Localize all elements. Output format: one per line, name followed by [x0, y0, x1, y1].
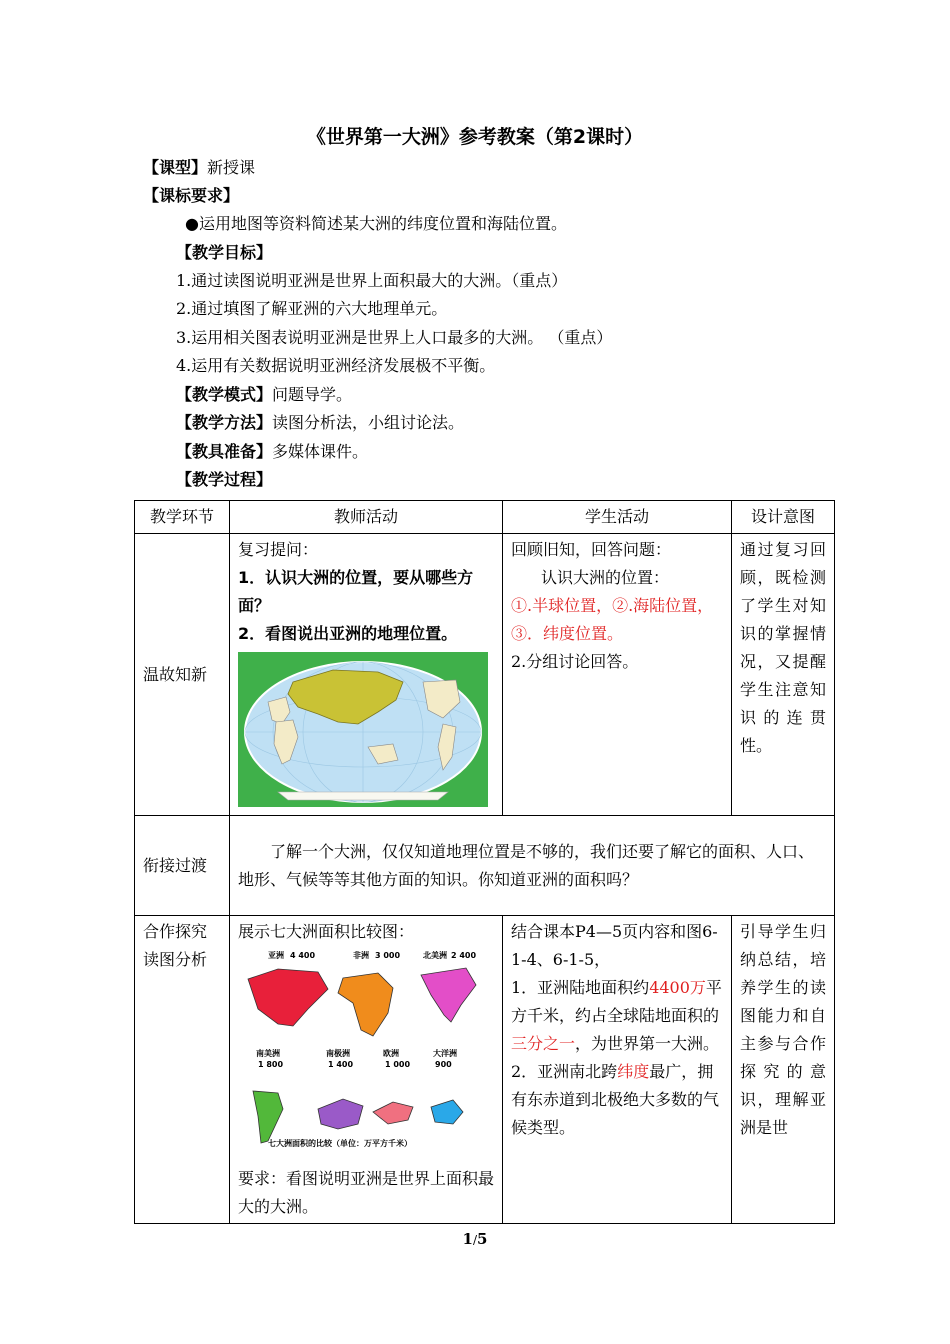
continent-shape	[431, 1100, 463, 1124]
student-highlight: 4400万	[649, 978, 706, 997]
stage-cell: 衔接过渡	[135, 816, 230, 916]
student-text: 2．亚洲南北跨	[511, 1062, 618, 1081]
student-answer: ①.半球位置，②.海陆位置，	[511, 596, 714, 615]
course-type-label: 【课型】	[143, 158, 208, 177]
student-text: 1．亚洲陆地面积约	[511, 978, 650, 997]
process-table	[134, 500, 835, 1224]
table-row	[135, 816, 835, 916]
header-intent: 设计意图	[732, 501, 835, 534]
goals-label: 【教学目标】	[176, 243, 273, 262]
continent-item	[318, 1048, 363, 1129]
teacher-question-2: 2．看图说出亚洲的地理位置。	[238, 624, 458, 643]
table-row	[135, 534, 835, 816]
teacher-intro: 展示七大洲面积比较图：	[238, 922, 415, 941]
process-label: 【教学过程】	[176, 470, 273, 489]
continent-item	[373, 1048, 413, 1124]
transition-text: 了解一个大洲，仅仅知道地理位置是不够的，我们还要了解它的面积、人口、地形、气候等等其他方面的知识。你知道亚洲的面积吗？	[230, 816, 835, 916]
continent-item	[421, 950, 476, 1022]
continent-item	[431, 1048, 463, 1124]
continent-shape	[421, 968, 476, 1022]
mode-label: 【教学模式】	[176, 385, 273, 404]
student-text: 最广，拥有东赤道到北极绝大多数的气候类型。	[511, 1062, 720, 1137]
continent-shape	[318, 1099, 363, 1129]
page-number	[0, 1230, 950, 1248]
table-header-row	[135, 501, 835, 534]
continent-name-label: 非洲	[353, 951, 369, 960]
mode-value: 问题导学。	[272, 385, 353, 404]
teaching-mode	[176, 385, 352, 405]
standard-text: ●运用地图等资料简述某大洲的纬度位置和海陆位置。	[185, 214, 567, 233]
continent-shape	[253, 1091, 283, 1143]
continent-area-label: 2 400	[451, 951, 477, 960]
goal-item: 3.运用相关图表说明亚洲是世界上人口最多的大洲。 （重点）	[176, 328, 613, 347]
student-intro: 回顾旧知，回答问题：	[511, 540, 672, 559]
continent-name-label: 欧洲	[383, 1049, 399, 1058]
student-line: 2.分组讨论回答。	[511, 652, 639, 671]
student-cell	[503, 916, 732, 1224]
standard-label: 【课标要求】	[143, 186, 240, 205]
student-point-2	[511, 1058, 723, 1142]
header-stage: 教学环节	[135, 501, 230, 534]
goal-item: 1.通过读图说明亚洲是世界上面积最大的大洲。（重点）	[176, 271, 568, 290]
student-highlight: 三分之一	[511, 1034, 576, 1053]
course-type-value: 新授课	[207, 158, 256, 177]
stage-cell: 合作探究读图分析	[135, 916, 230, 1224]
continent-area-label: 900	[435, 1060, 452, 1069]
method-label: 【教学方法】	[176, 413, 273, 432]
continent-area-label: 1 400	[328, 1060, 354, 1069]
continent-name-label: 北美洲	[423, 951, 447, 960]
continent-name-label: 南极洲	[326, 1049, 350, 1058]
intent-cell: 引导学生归纳总结，培养学生的读图能力和自主参与合作探究的意识，理解亚洲是世	[732, 916, 835, 1224]
page-total: 5	[477, 1230, 488, 1248]
teacher-question-1: 1．认识大洲的位置，要从哪些方面？	[238, 568, 474, 615]
continent-name-label: 大洋洲	[433, 1049, 457, 1058]
teaching-method	[176, 413, 464, 433]
continent-item	[338, 950, 400, 1036]
intent-cell: 通过复习回顾，既检测了学生对知识的掌握情况，又提醒学生注意知识的连贯性。	[732, 534, 835, 816]
continent-area-label: 1 000	[385, 1060, 411, 1069]
student-highlight: 纬度	[617, 1062, 650, 1081]
continent-area-label: 1 800	[258, 1060, 284, 1069]
continent-name-label: 亚洲	[268, 951, 284, 960]
teacher-requirement: 要求：看图说明亚洲是世界上面积最大的大洲。	[238, 1169, 495, 1216]
student-point-1	[511, 974, 723, 1058]
teacher-cell	[230, 916, 503, 1224]
world-map-image	[238, 652, 488, 807]
course-type	[143, 158, 255, 178]
student-intro: 结合课本P4—5页内容和图6-1-4、6-1-5，	[511, 922, 718, 969]
goal-item: 4.运用有关数据说明亚洲经济发展极不平衡。	[176, 356, 496, 375]
continent-shape	[338, 973, 393, 1036]
tools-label: 【教具准备】	[176, 442, 273, 461]
continent-shape	[248, 969, 328, 1026]
continent-item	[253, 1048, 283, 1143]
teacher-cell	[230, 534, 503, 816]
student-cell	[503, 534, 732, 816]
continent-shape	[373, 1102, 413, 1124]
continent-caption: 七大洲面积的比较（单位：万平方千米）	[268, 1139, 412, 1148]
method-value: 读图分析法，小组讨论法。	[272, 413, 465, 432]
goal-item: 2.通过填图了解亚洲的六大地理单元。	[176, 299, 448, 318]
table-row	[135, 916, 835, 1224]
stage-cell: 温故知新	[135, 534, 230, 816]
continent-area-chart	[238, 946, 493, 1156]
continent-name-label: 南美洲	[256, 1049, 280, 1058]
header-teacher: 教师活动	[230, 501, 503, 534]
page-title: 《世界第一大洲》参考教案（第2课时）	[306, 126, 644, 148]
student-answer: ③．纬度位置。	[511, 624, 624, 643]
student-text: ，为世界第一大洲。	[575, 1034, 720, 1053]
page-current: 1	[462, 1230, 473, 1248]
continent-area-label: 4 400	[290, 951, 316, 960]
header-student: 学生活动	[503, 501, 732, 534]
teaching-tools	[176, 442, 368, 462]
teacher-intro: 复习提问：	[238, 540, 319, 559]
continent-area-label: 3 000	[375, 951, 401, 960]
continent-item	[248, 950, 328, 1026]
page-sep: /	[472, 1233, 478, 1247]
student-line: 认识大洲的位置：	[541, 568, 670, 587]
tools-value: 多媒体课件。	[272, 442, 369, 461]
student-text: 平方千米，约占全球陆地面积的	[511, 978, 722, 1025]
